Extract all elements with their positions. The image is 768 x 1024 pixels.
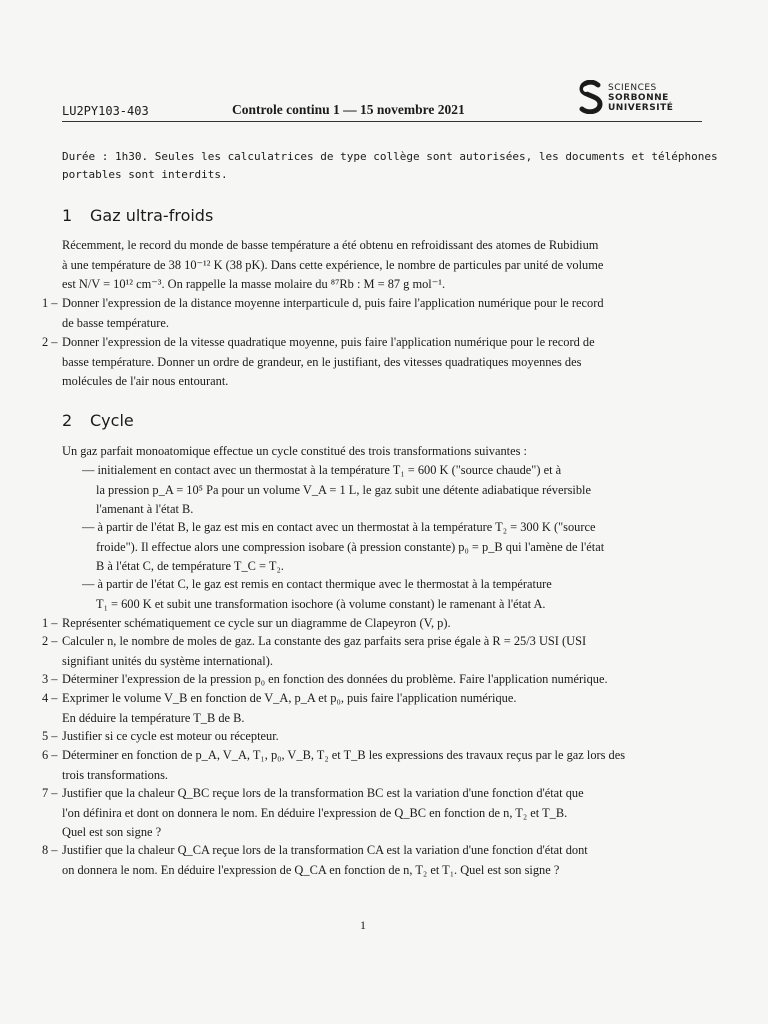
- page-title: Controle continu 1 — 15 novembre 2021: [232, 102, 465, 117]
- section-number: 2: [62, 411, 73, 430]
- question-number: 2 –: [42, 634, 58, 648]
- text-line: — à partir de l'état C, le gaz est remis en contact thermique avec le thermostat à la température: [82, 577, 552, 591]
- question-2-2: [42, 632, 672, 671]
- question-text: En déduire la température T_B de B.: [62, 710, 245, 725]
- question-text: molécules de l'air nous entourant.: [62, 374, 229, 388]
- question-text: l'on définira et dont on donnera le nom. En déduire l'expression de Q_BC en fonction de n, T₂ et T_B.: [62, 805, 568, 820]
- text-line: l'amenant à l'état B.: [96, 502, 194, 516]
- exam-instructions: [62, 148, 752, 184]
- question-text: signifiant unités du système international).: [62, 653, 273, 668]
- course-code: LU2PY103-403: [62, 104, 149, 118]
- logo-line-3: UNIVERSITÉ: [608, 103, 674, 113]
- text-line: la pression p_A = 10⁵ Pa pour un volume V_A = 1 L, le gaz subit une détente adiabatique réversible: [96, 482, 591, 497]
- question-text: Quel est son signe ?: [62, 825, 162, 839]
- text-line: à une température de 38 10⁻¹² K (38 pK). Dans cette expérience, le nombre de particules par unité de volume: [62, 257, 604, 272]
- question-number: 8 –: [42, 843, 58, 857]
- text-line: est N/V = 10¹² cm⁻³. On rappelle la masse molaire du ⁸⁷Rb : M = 87 g mol⁻¹.: [62, 277, 446, 291]
- question-number: 7 –: [42, 786, 58, 800]
- question-2-1: [42, 614, 672, 634]
- question-text: Calculer n, le nombre de moles de gaz. La constante des gaz parfaits sera prise égale à R = 25/3 USI (USI: [62, 634, 587, 648]
- question-2-4: [42, 689, 672, 728]
- question-1-2: [42, 333, 672, 392]
- question-text: Représenter schématiquement ce cycle sur un diagramme de Clapeyron (V, p).: [62, 616, 451, 630]
- bullet-transformation-ca: [82, 575, 670, 614]
- text-line: B à l'état C, de température T_C = T₂.: [96, 559, 284, 573]
- question-text: de basse température.: [62, 315, 169, 330]
- question-text: trois transformations.: [62, 767, 168, 782]
- section-title: Cycle: [90, 411, 134, 430]
- text-line: froide"). Il effectue alors une compression isobare (à pression constante) p₀ = p_B qui l'amène de l'état: [96, 539, 605, 554]
- bullet-transformation-bc: [82, 518, 670, 577]
- university-logo: [578, 80, 688, 116]
- section-2-heading: [62, 411, 134, 430]
- text-line: — à partir de l'état B, le gaz est mis en contact avec un thermostat à la température T₂ = 300 K ("source: [82, 520, 596, 534]
- header-divider: [62, 121, 702, 122]
- question-number: 1 –: [42, 616, 58, 630]
- question-text: Justifier que la chaleur Q_BC reçue lors de la transformation BC est la variation d'une fonction d'état que: [62, 786, 584, 800]
- page-number: 1: [360, 918, 366, 932]
- question-text: Donner l'expression de la distance moyenne interparticule d, puis faire l'application numérique pour le record: [62, 296, 604, 310]
- question-number: 3 –: [42, 672, 58, 686]
- text-line: Récemment, le record du monde de basse température a été obtenu en refroidissant des atomes de Rubidium: [62, 238, 599, 252]
- question-text: Donner l'expression de la vitesse quadratique moyenne, puis faire l'application numérique pour le record de: [62, 335, 595, 349]
- question-number: 2 –: [42, 335, 58, 349]
- text-line: T₁ = 600 K et subit une transformation isochore (à volume constant) le ramenant à l'état A.: [96, 596, 546, 611]
- instructions-line-2: portables sont interdits.: [62, 168, 228, 181]
- question-2-7: [42, 784, 672, 843]
- question-1-1: [42, 294, 672, 333]
- question-text: Justifier que la chaleur Q_CA reçue lors de la transformation CA est la variation d'une fonction d'état dont: [62, 843, 588, 857]
- question-2-6: [42, 746, 672, 785]
- logo-line-2: SORBONNE: [608, 93, 669, 103]
- sorbonne-s-logo-icon: [578, 80, 604, 114]
- section-number: 1: [62, 206, 73, 225]
- question-number: 4 –: [42, 691, 58, 705]
- question-text: Justifier si ce cycle est moteur ou récepteur.: [62, 729, 279, 743]
- text-line: — initialement en contact avec un thermostat à la température T₁ = 600 K ("source chaude") et à: [82, 463, 562, 477]
- section-1-text: [62, 236, 670, 295]
- section-title: Gaz ultra-froids: [90, 206, 214, 225]
- question-number: 6 –: [42, 748, 58, 762]
- section-1-heading: [62, 206, 213, 225]
- logo-line-1: SCIENCES: [608, 83, 657, 93]
- question-number: 1 –: [42, 296, 58, 310]
- question-text: Déterminer l'expression de la pression p₀ en fonction des données du problème. Faire l'application numérique.: [62, 672, 608, 686]
- question-text: basse température. Donner un ordre de grandeur, en le justifiant, des vitesses quadratiques moyennes des: [62, 354, 582, 369]
- question-text: Exprimer le volume V_B en fonction de V_A, p_A et p₀, puis faire l'application numérique.: [62, 691, 517, 705]
- question-2-3: [42, 670, 672, 690]
- question-text: Déterminer en fonction de p_A, V_A, T₁, p₀, V_B, T₂ et T_B les expressions des travaux reçus par le gaz lors des: [62, 748, 626, 762]
- instructions-line-1: Durée : 1h30. Seules les calculatrices de type collège sont autorisées, les documents et téléphones: [62, 150, 718, 163]
- section-2-intro: Un gaz parfait monoatomique effectue un cycle constitué des trois transformations suivantes :: [62, 444, 527, 458]
- question-2-5: [42, 727, 672, 747]
- logo-text: [608, 83, 673, 113]
- question-text: on donnera le nom. En déduire l'expression de Q_CA en fonction de n, T₂ et T₁. Quel est son signe ?: [62, 862, 560, 877]
- bullet-transformation-ab: [82, 461, 670, 520]
- question-2-8: [42, 841, 672, 880]
- question-number: 5 –: [42, 729, 58, 743]
